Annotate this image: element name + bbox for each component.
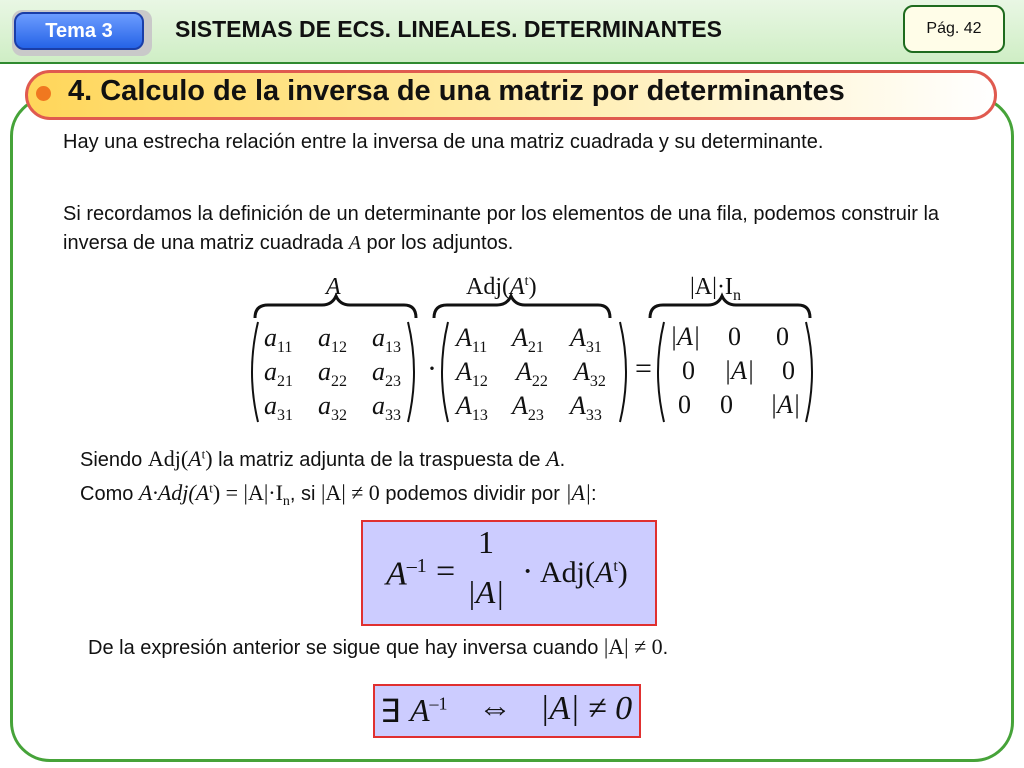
label-adj-prefix: Adj(	[466, 274, 510, 300]
como-expr-a: A·Adj(	[138, 480, 196, 505]
matrix-adj-cell	[456, 357, 488, 391]
matrix-a-cell	[318, 323, 347, 357]
matrix-adj-cell	[456, 391, 488, 425]
page-number: Pág. 42	[903, 5, 1005, 53]
final-inverse-var: A	[410, 692, 430, 728]
formula-var: A	[595, 556, 614, 589]
como-mid: , si	[289, 483, 322, 505]
bracket-i-right	[806, 322, 812, 422]
label-det-identity-sub: n	[732, 286, 741, 304]
matrix-a-var: a	[372, 357, 385, 386]
siendo-post: la matriz adjunta de la traspuesta de	[212, 449, 547, 471]
matrix-a-cell	[264, 357, 293, 391]
formula-dot: ·	[522, 553, 534, 590]
matrix-a-var: a	[372, 391, 385, 420]
matrix-a-var: a	[264, 323, 277, 352]
matrix-a-sub: 22	[331, 373, 347, 391]
matrix-adj-var: A	[456, 323, 472, 352]
matrix-adj-var: A	[570, 391, 586, 420]
siendo-var: A	[188, 446, 202, 471]
como-expr-sup: t	[209, 480, 213, 496]
matrix-a-sub: 23	[385, 373, 401, 391]
matrix-adj-var: A	[574, 357, 590, 386]
matrix-adj-cell	[456, 323, 487, 357]
como-pre: Como	[80, 483, 139, 505]
section-title: 4. Calculo de la inversa de una matriz por determinantes	[68, 75, 845, 107]
matrix-adj-sub: 21	[527, 339, 544, 357]
matrix-a-var: a	[264, 391, 277, 420]
formula-sup: t	[613, 558, 618, 575]
siendo-close: )	[205, 446, 213, 471]
conclusion-line	[88, 634, 668, 660]
multiply-operator: ·	[427, 352, 437, 385]
bracket-a-right	[408, 322, 414, 422]
matrix-adj-sub: 31	[585, 339, 602, 357]
matrix-a-sub: 33	[385, 407, 401, 425]
como-expr-var: A	[195, 480, 210, 505]
matrix-adj-sub: 32	[589, 373, 606, 391]
matrix-adj-sub: 23	[527, 407, 544, 425]
matrix-a-cell	[318, 391, 347, 425]
conclusion-pre: De la expresión anterior se sigue que hay inversa cuando	[88, 637, 604, 659]
label-adj-var: A	[510, 274, 525, 300]
final-condition: |A| ≠ 0	[540, 690, 633, 727]
intro-paragraph-2-text: Si recordamos la definición de un determinante por los elementos de una fila, podemos construir la inversa de una matriz cuadrada	[63, 203, 940, 254]
matrix-adj-var: A	[456, 357, 472, 386]
matrix-i-cell: |A|	[670, 322, 701, 351]
label-adj-suffix: )	[528, 274, 537, 300]
siendo-adj: Adj(	[147, 446, 189, 471]
matrix-a-cell	[264, 391, 293, 425]
siendo-var2: A	[546, 446, 560, 471]
matrix-i-cell: 0	[678, 390, 691, 419]
matrix-adj-var: A	[570, 323, 586, 352]
bracket-i-left	[658, 322, 664, 422]
conclusion-cond: |A| ≠ 0	[603, 634, 663, 659]
como-expr-b: ) = |A|·I	[212, 480, 283, 505]
matrix-adj-var: A	[512, 323, 528, 352]
matrix-a-cell	[264, 323, 292, 357]
brace-adjugate	[434, 296, 610, 318]
label-adj-sup: t	[524, 274, 529, 289]
brace-det-identity	[650, 296, 810, 318]
matrix-i-cell: 0	[728, 322, 741, 351]
final-inverse-sup: –1	[429, 693, 448, 714]
formula-lhs-sup: –1	[406, 555, 427, 577]
iff-symbol: ⇔	[478, 690, 512, 727]
formula-adj: Adj(	[540, 556, 595, 589]
matrix-a-sub: 31	[277, 407, 293, 425]
matrix-a-var: a	[264, 357, 277, 386]
matrix-a-sub: 11	[277, 339, 293, 357]
label-det-identity-text: |A|·I	[690, 274, 733, 300]
header-title: SISTEMAS DE ECS. LINEALES. DETERMINANTES	[175, 16, 722, 42]
matrix-i-cell: 0	[682, 356, 695, 385]
matrix-adj-cell	[570, 323, 602, 357]
matrix-adj-sub: 12	[471, 373, 488, 391]
matrix-adj-var: A	[512, 391, 528, 420]
como-line	[80, 480, 597, 510]
matrix-adj-sub: 13	[471, 407, 488, 425]
equals-operator: =	[635, 352, 652, 385]
matrix-adj-sub: 33	[585, 407, 602, 425]
matrix-a-cell	[372, 391, 401, 425]
bracket-adj-left	[442, 322, 448, 422]
formula-eq: =	[436, 553, 456, 590]
matrix-adj-cell	[570, 391, 602, 425]
formula-close: )	[617, 556, 628, 589]
matrix-a-sub: 32	[331, 407, 347, 425]
siendo-pre: Siendo	[80, 449, 148, 471]
final-inverse	[410, 692, 448, 729]
formula-numerator: 1	[478, 524, 494, 560]
intro-paragraph-2-end: por los adjuntos.	[360, 232, 514, 254]
matrix-adj-var: A	[516, 357, 532, 386]
matrix-adj-cell	[516, 357, 548, 391]
matrix-a-var: a	[372, 323, 385, 352]
como-cond: |A| ≠ 0	[321, 480, 380, 505]
matrix-adj-sub: 22	[531, 373, 548, 391]
matrix-a-sub: 21	[277, 373, 293, 391]
matrix-adj-cell	[512, 391, 544, 425]
matrix-a-var: a	[318, 323, 331, 352]
como-det: |A|	[565, 480, 592, 505]
conclusion-end: .	[662, 637, 669, 659]
brace-matrix-a	[255, 296, 416, 318]
matrix-i-cell: |A|	[770, 390, 801, 419]
formula-denominator: |A|	[467, 574, 505, 610]
intro-paragraph-1: Hay una estrecha relación entre la inversa de una matriz cuadrada y su determinante.	[63, 131, 824, 153]
matrix-a-cell	[372, 357, 401, 391]
como-end: :	[591, 483, 597, 505]
intro-paragraph-2-var: A	[348, 232, 361, 254]
matrix-adj-sub: 11	[471, 339, 488, 357]
como-expr-sub: n	[282, 494, 290, 509]
formula-adjugate	[540, 556, 628, 590]
como-post: podemos dividir por	[379, 483, 566, 505]
matrix-adj-cell	[574, 357, 606, 391]
siendo-sup: t	[201, 446, 206, 462]
matrix-a-cell	[318, 357, 347, 391]
formula-lhs	[386, 555, 427, 593]
siendo-end: .	[559, 449, 566, 471]
formula-lhs-var: A	[386, 555, 407, 593]
matrix-i-cell: 0	[782, 356, 795, 385]
matrix-adj-var: A	[456, 391, 472, 420]
matrix-a-sub: 13	[385, 339, 401, 357]
matrix-i-cell: 0	[776, 322, 789, 351]
matrix-adj-cell	[512, 323, 544, 357]
matrix-a-var: a	[318, 357, 331, 386]
matrix-i-cell: 0	[720, 390, 733, 419]
exists-symbol: ∃	[380, 693, 401, 729]
matrix-i-cell: |A|	[724, 356, 755, 385]
siendo-line	[80, 446, 565, 472]
matrix-a-cell	[372, 323, 401, 357]
matrix-a-sub: 12	[331, 339, 347, 357]
bracket-adj-right	[620, 322, 626, 422]
label-matrix-a: A	[326, 274, 341, 300]
tema-badge[interactable]: Tema 3	[14, 12, 144, 50]
matrix-a-var: a	[318, 391, 331, 420]
bracket-a-left	[252, 322, 258, 422]
